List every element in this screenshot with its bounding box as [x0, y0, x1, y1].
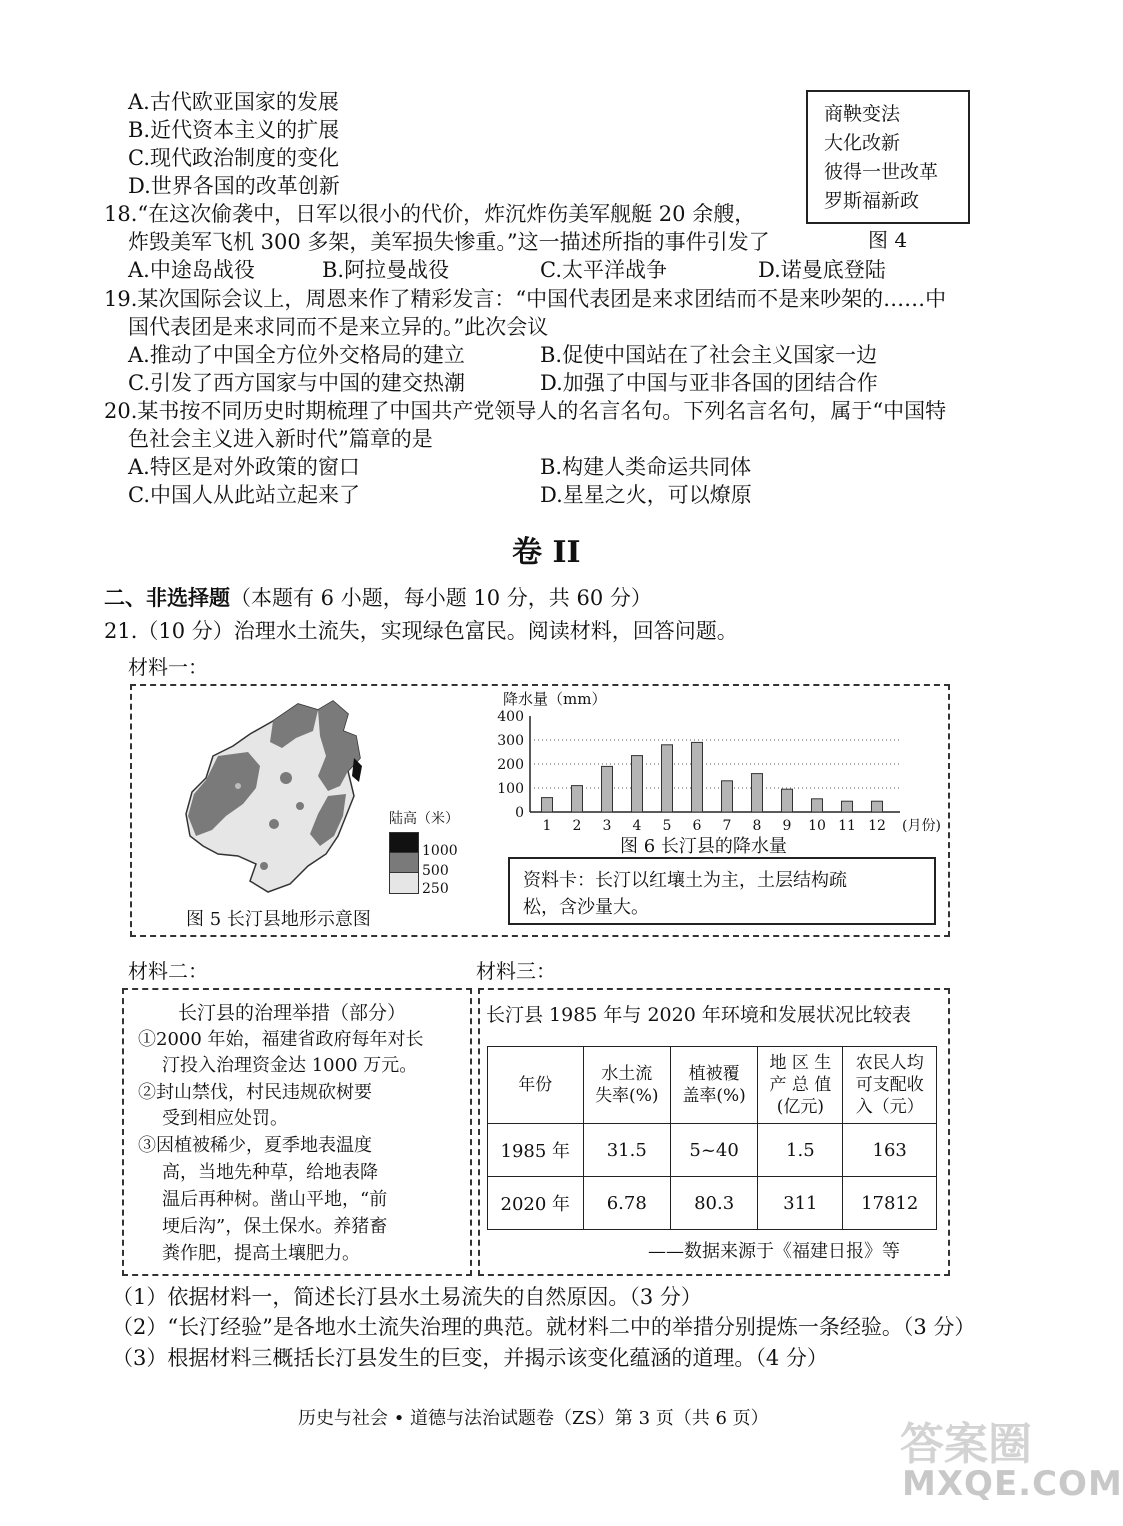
- x-tick-label: 9: [782, 818, 792, 834]
- header-vegetation: 植被覆 盖率(%): [670, 1047, 757, 1124]
- part2-note: （本题有 6 小题，每小题 10 分，共 60 分）: [230, 586, 652, 610]
- q18-stem-line2: 炸毁美军飞机 300 多架，美军损失惨重。”这一描述所指的事件引发了: [128, 230, 770, 254]
- y-tick-label: 300: [497, 733, 524, 749]
- precipitation-bar: [752, 774, 763, 812]
- precipitation-bar: [572, 786, 583, 812]
- measure-line: 温后再种树。凿山平地，“前: [162, 1189, 388, 1210]
- q19-option-c: C.引发了西方国家与中国的建交热潮: [128, 371, 465, 395]
- q19-stem-line2: 国代表团是来求同而不是来立异的。”此次会议: [128, 315, 549, 339]
- map-caption: 图 5 长汀县地形示意图: [186, 909, 371, 930]
- x-tick-label: 6: [692, 818, 702, 834]
- comparison-table: [487, 1046, 937, 1230]
- legend-value-500: 500: [422, 863, 449, 879]
- precipitation-bar: [632, 756, 643, 812]
- q20-stem-line2: 色社会主义进入新时代”篇章的是: [128, 427, 433, 451]
- table-cell: 163: [843, 1124, 937, 1177]
- precipitation-bar: [872, 801, 883, 812]
- table-cell: 5~40: [670, 1124, 757, 1177]
- legend-swatch-low: [389, 872, 419, 894]
- x-tick-label: 7: [722, 818, 732, 834]
- x-tick-label: 4: [632, 818, 642, 834]
- map-legend-title: 陆高（米）: [389, 811, 459, 827]
- header-income: 农民人均 可支配收 入（元）: [843, 1047, 937, 1124]
- q17-option-a: A.古代欧亚国家的发展: [128, 90, 339, 114]
- table-cell: 31.5: [583, 1124, 670, 1177]
- q20-option-a: A.特区是对外政策的窗口: [128, 455, 360, 479]
- measure-line: ②封山禁伐，村民违规砍树要: [138, 1082, 372, 1103]
- x-tick-label: 12: [868, 818, 886, 834]
- figure-4-caption: 图 4: [868, 228, 908, 252]
- q18-option-c: C.太平洋战争: [540, 258, 667, 282]
- table-cell: 6.78: [583, 1177, 670, 1230]
- y-tick-label: 200: [497, 757, 524, 773]
- measure-line: 埂后沟”，保土保水。养猪畜: [162, 1216, 388, 1237]
- q20-option-c: C.中国人从此站立起来了: [128, 483, 360, 507]
- measure-line: 汀投入治理资金达 1000 万元。: [162, 1055, 418, 1076]
- sub-question-1: （1）依据材料一，简述长汀县水土易流失的自然原因。（3 分）: [112, 1285, 702, 1309]
- figure-4-box: [806, 90, 970, 224]
- table-cell: 80.3: [670, 1177, 757, 1230]
- material3-label: 材料三：: [476, 959, 556, 983]
- x-tick-label: 5: [662, 818, 672, 834]
- q18-option-d: D.诺曼底登陆: [758, 258, 886, 282]
- precipitation-bar: [722, 781, 733, 812]
- y-tick-label: 400: [497, 709, 524, 725]
- q19-stem-line1: 19.某次国际会议上，周恩来作了精彩发言：“中国代表团是来求团结而不是来吵架的……中: [104, 287, 947, 311]
- q17-option-c: C.现代政治制度的变化: [128, 146, 339, 170]
- y-tick-label: 100: [497, 781, 524, 797]
- legend-value-1000: 1000: [422, 843, 458, 859]
- watermark-site: MXQE.COM: [902, 1464, 1123, 1504]
- chart-title: 图 6 长汀县的降水量: [620, 836, 787, 857]
- measure-line: 粪作肥，提高土壤肥力。: [162, 1243, 360, 1264]
- comparison-title: 长汀县 1985 年与 2020 年环境和发展状况比较表: [486, 1004, 911, 1026]
- q20-option-b: B.构建人类命运共同体: [540, 455, 752, 479]
- figure-4-item: 商鞅变法: [824, 103, 901, 125]
- q19-option-d: D.加强了中国与亚非各国的团结合作: [540, 371, 878, 395]
- table-cell: 1.5: [758, 1124, 843, 1177]
- q17-option-d: D.世界各国的改革创新: [128, 174, 340, 198]
- data-source: ——数据来源于《福建日报》等: [648, 1241, 900, 1262]
- chart-ylabel: 降水量（mm）: [503, 690, 607, 708]
- figure-4-item: 罗斯福新政: [824, 190, 920, 212]
- legend-swatch-mid: [389, 852, 419, 874]
- measure-line: ①2000 年始，福建省政府每年对长: [138, 1029, 424, 1050]
- material2-label: 材料二：: [128, 959, 208, 983]
- q21-stem: 21.（10 分）治理水土流失，实现绿色富民。阅读材料，回答问题。: [104, 619, 738, 643]
- section-title: 卷 II: [512, 535, 581, 570]
- table-row: [488, 1124, 937, 1177]
- precipitation-bar: [782, 789, 793, 812]
- table-row: [488, 1177, 937, 1230]
- material1-label: 材料一：: [128, 655, 208, 679]
- table-cell: 17812: [843, 1177, 937, 1230]
- figure-4-item: 大化改新: [824, 132, 901, 154]
- table-cell: 311: [758, 1177, 843, 1230]
- precipitation-bar: [662, 745, 673, 812]
- q18-option-b: B.阿拉曼战役: [322, 258, 450, 282]
- legend-swatch-high: [389, 832, 419, 854]
- measure-line: 高，当地先种草，给地表降: [162, 1162, 378, 1183]
- header-gdp: 地 区 生 产 总 值 (亿元): [758, 1047, 843, 1124]
- x-axis-label: (月份): [902, 818, 941, 834]
- legend-value-250: 250: [422, 881, 449, 897]
- info-card-line1: 资料卡：长汀以红壤土为主，土层结构疏: [523, 870, 847, 891]
- measure-line: ③因植被稀少，夏季地表温度: [138, 1135, 372, 1156]
- part2-heading: 二、非选择题: [104, 585, 230, 610]
- precipitation-bar: [842, 801, 853, 812]
- table-cell: 1985 年: [488, 1124, 584, 1177]
- q19-option-b: B.促使中国站在了社会主义国家一边: [540, 343, 878, 367]
- header-soil-loss: 水土流 失率(%): [583, 1047, 670, 1124]
- q18-option-a: A.中途岛战役: [128, 258, 255, 282]
- x-tick-label: 1: [542, 818, 552, 834]
- q17-option-b: B.近代资本主义的扩展: [128, 118, 340, 142]
- precipitation-bar: [602, 766, 613, 812]
- q20-option-d: D.星星之火，可以燎原: [540, 483, 752, 507]
- q19-option-a: A.推动了中国全方位外交格局的建立: [128, 343, 465, 367]
- watermark-logo: 答案圈: [900, 1419, 1032, 1470]
- page-footer: 历史与社会 • 道德与法治试题卷（ZS）第 3 页（共 6 页）: [298, 1408, 769, 1429]
- measures-title: 长汀县的治理举措（部分）: [178, 1002, 407, 1024]
- figure-4-item: 彼得一世改革: [824, 161, 939, 183]
- measure-line: 受到相应处罚。: [162, 1108, 288, 1129]
- precipitation-bar: [542, 798, 553, 812]
- sub-question-2: （2）“长汀经验”是各地水土流失治理的典范。就材料二中的举措分别提炼一条经验。（3 分）: [112, 1315, 976, 1339]
- precipitation-bar: [812, 799, 823, 812]
- table-cell: 2020 年: [488, 1177, 584, 1230]
- x-tick-label: 3: [602, 818, 612, 834]
- precipitation-bar: [692, 742, 703, 812]
- q18-stem-line1: 18.“在这次偷袭中，日军以很小的代价，炸沉炸伤美军舰艇 20 余艘，: [104, 202, 756, 226]
- q20-stem-line1: 20.某书按不同历史时期梳理了中国共产党领导人的名言名句。下列名言名句，属于“中国特: [104, 399, 947, 423]
- x-tick-label: 10: [808, 818, 826, 834]
- precipitation-chart: [480, 706, 950, 836]
- x-tick-label: 8: [752, 818, 762, 834]
- info-card-line2: 松，含沙量大。: [523, 897, 649, 918]
- x-tick-label: 2: [572, 818, 582, 834]
- sub-question-3: （3）根据材料三概括长汀县发生的巨变，并揭示该变化蕴涵的道理。（4 分）: [112, 1346, 828, 1370]
- y-tick-label: 0: [515, 805, 524, 821]
- header-year: 年份: [488, 1047, 584, 1124]
- x-tick-label: 11: [838, 818, 856, 834]
